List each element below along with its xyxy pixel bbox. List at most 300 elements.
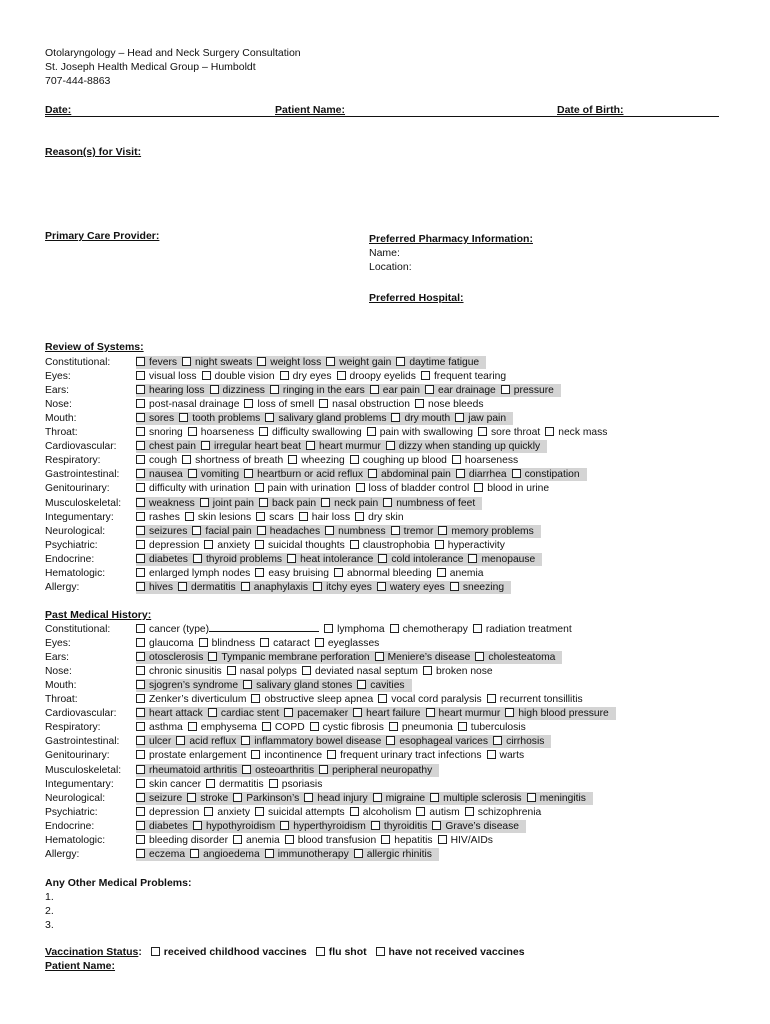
checkbox[interactable] <box>136 694 145 703</box>
checkbox-option[interactable] <box>280 370 332 383</box>
checkbox[interactable] <box>136 498 145 507</box>
checkbox-option[interactable] <box>334 567 432 580</box>
checkbox-option[interactable] <box>265 412 386 425</box>
checkbox[interactable] <box>190 849 199 858</box>
checkbox[interactable] <box>193 554 202 563</box>
checkbox[interactable] <box>227 666 236 675</box>
checkbox-option[interactable] <box>493 735 544 748</box>
checkbox-option[interactable] <box>136 749 246 762</box>
checkbox-option[interactable] <box>350 539 430 552</box>
checkbox-option[interactable] <box>389 721 453 734</box>
checkbox[interactable] <box>201 441 210 450</box>
checkbox[interactable] <box>255 807 264 816</box>
checkbox[interactable] <box>136 652 145 661</box>
checkbox-option[interactable] <box>319 764 432 777</box>
checkbox-option[interactable] <box>377 581 445 594</box>
checkbox-option[interactable] <box>233 792 299 805</box>
checkbox-option[interactable] <box>136 764 237 777</box>
checkbox[interactable] <box>415 399 424 408</box>
checkbox-option[interactable] <box>260 637 310 650</box>
checkbox-option[interactable] <box>430 792 521 805</box>
checkbox-option[interactable] <box>396 356 479 369</box>
checkbox[interactable] <box>501 385 510 394</box>
checkbox-option[interactable] <box>204 806 250 819</box>
checkbox-option[interactable] <box>185 511 251 524</box>
checkbox-option[interactable] <box>378 693 481 706</box>
checkbox-option[interactable] <box>136 637 194 650</box>
checkbox[interactable] <box>319 399 328 408</box>
checkbox[interactable] <box>136 708 145 717</box>
checkbox[interactable] <box>381 835 390 844</box>
checkbox[interactable] <box>371 821 380 830</box>
checkbox-option[interactable] <box>136 623 319 636</box>
checkbox-option[interactable] <box>259 497 316 510</box>
checkbox-option[interactable] <box>241 735 381 748</box>
checkbox[interactable] <box>373 793 382 802</box>
checkbox[interactable] <box>304 793 313 802</box>
checkbox[interactable] <box>423 666 432 675</box>
checkbox[interactable] <box>285 835 294 844</box>
checkbox[interactable] <box>136 680 145 689</box>
checkbox-option[interactable] <box>478 426 540 439</box>
checkbox-option[interactable] <box>327 749 481 762</box>
checkbox-option[interactable] <box>465 806 542 819</box>
checkbox[interactable] <box>390 624 399 633</box>
checkbox[interactable] <box>179 413 188 422</box>
checkbox-option[interactable] <box>193 820 275 833</box>
checkbox[interactable] <box>136 582 145 591</box>
checkbox[interactable] <box>310 722 319 731</box>
checkbox[interactable] <box>377 582 386 591</box>
checkbox[interactable] <box>136 483 145 492</box>
checkbox[interactable] <box>259 498 268 507</box>
checkbox-option[interactable] <box>458 721 526 734</box>
checkbox[interactable] <box>136 736 145 745</box>
checkbox-option[interactable] <box>190 848 260 861</box>
checkbox[interactable] <box>425 385 434 394</box>
checkbox-option[interactable] <box>355 511 403 524</box>
checkbox[interactable] <box>256 512 265 521</box>
checkbox[interactable] <box>136 666 145 675</box>
checkbox-option[interactable] <box>368 468 451 481</box>
checkbox-option[interactable] <box>319 398 410 411</box>
checkbox[interactable] <box>430 793 439 802</box>
checkbox-option[interactable] <box>257 525 320 538</box>
checkbox-option[interactable] <box>313 581 372 594</box>
checkbox-option[interactable] <box>136 525 187 538</box>
checkbox[interactable] <box>355 512 364 521</box>
checkbox[interactable] <box>473 624 482 633</box>
checkbox[interactable] <box>512 469 521 478</box>
checkbox[interactable] <box>204 540 213 549</box>
checkbox[interactable] <box>313 582 322 591</box>
checkbox-option[interactable] <box>243 679 352 692</box>
checkbox-option[interactable] <box>416 806 459 819</box>
checkbox-option[interactable] <box>136 398 239 411</box>
checkbox-option[interactable] <box>262 721 305 734</box>
checkbox[interactable] <box>324 624 333 633</box>
checkbox-option[interactable] <box>287 553 373 566</box>
checkbox-option[interactable] <box>255 482 351 495</box>
checkbox[interactable] <box>136 849 145 858</box>
checkbox[interactable] <box>527 793 536 802</box>
checkbox[interactable] <box>255 540 264 549</box>
checkbox-option[interactable] <box>383 497 475 510</box>
checkbox-option[interactable] <box>176 735 236 748</box>
checkbox-option[interactable] <box>474 482 549 495</box>
checkbox[interactable] <box>136 765 145 774</box>
checkbox-option[interactable] <box>304 792 367 805</box>
checkbox[interactable] <box>136 441 145 450</box>
checkbox-option[interactable] <box>265 848 349 861</box>
checkbox[interactable] <box>367 427 376 436</box>
checkbox-option[interactable] <box>288 454 345 467</box>
checkbox-option[interactable] <box>201 440 301 453</box>
checkbox-option[interactable] <box>452 454 518 467</box>
checkbox-option[interactable] <box>390 623 468 636</box>
checkbox[interactable] <box>284 708 293 717</box>
checkbox[interactable] <box>270 385 279 394</box>
checkbox[interactable] <box>136 722 145 731</box>
checkbox-option[interactable] <box>423 665 493 678</box>
checkbox[interactable] <box>255 568 264 577</box>
checkbox-option[interactable] <box>179 412 260 425</box>
checkbox[interactable] <box>255 483 264 492</box>
checkbox-option[interactable] <box>375 651 471 664</box>
checkbox-option[interactable] <box>136 792 182 805</box>
checkbox-option[interactable] <box>386 440 540 453</box>
checkbox[interactable] <box>182 357 191 366</box>
checkbox[interactable] <box>265 849 274 858</box>
checkbox-option[interactable] <box>242 764 314 777</box>
checkbox[interactable] <box>241 582 250 591</box>
checkbox[interactable] <box>136 821 145 830</box>
checkbox[interactable] <box>136 399 145 408</box>
checkbox[interactable] <box>136 638 145 647</box>
checkbox[interactable] <box>475 652 484 661</box>
checkbox-option[interactable] <box>136 553 188 566</box>
checkbox-option[interactable] <box>244 468 363 481</box>
checkbox-option[interactable] <box>192 525 251 538</box>
checkbox-option[interactable] <box>136 834 228 847</box>
checkbox-option[interactable] <box>426 707 501 720</box>
checkbox[interactable] <box>265 413 274 422</box>
checkbox[interactable] <box>178 582 187 591</box>
checkbox-option[interactable] <box>255 567 329 580</box>
checkbox-option[interactable] <box>136 356 177 369</box>
checkbox[interactable] <box>302 666 311 675</box>
cancer-type-blank[interactable] <box>209 631 319 632</box>
checkbox-option[interactable] <box>370 384 420 397</box>
checkbox[interactable] <box>176 736 185 745</box>
checkbox-option[interactable] <box>280 820 366 833</box>
checkbox-option[interactable] <box>432 820 519 833</box>
checkbox[interactable] <box>199 638 208 647</box>
checkbox-option[interactable] <box>501 384 554 397</box>
checkbox[interactable] <box>192 526 201 535</box>
checkbox-option[interactable] <box>321 497 378 510</box>
checkbox-option[interactable] <box>136 679 238 692</box>
checkbox-option[interactable] <box>227 665 297 678</box>
checkbox[interactable] <box>287 554 296 563</box>
checkbox[interactable] <box>450 582 459 591</box>
checkbox[interactable] <box>396 357 405 366</box>
checkbox-option[interactable] <box>136 651 203 664</box>
checkbox-option[interactable] <box>251 693 373 706</box>
checkbox-option[interactable] <box>178 581 236 594</box>
checkbox-option[interactable] <box>356 482 470 495</box>
checkbox[interactable] <box>378 554 387 563</box>
checkbox[interactable] <box>136 540 145 549</box>
checkbox-option[interactable] <box>244 398 314 411</box>
checkbox-option[interactable] <box>456 468 507 481</box>
checkbox[interactable] <box>241 736 250 745</box>
checkbox-option[interactable] <box>208 707 279 720</box>
checkbox[interactable] <box>202 371 211 380</box>
checkbox[interactable] <box>306 441 315 450</box>
checkbox-option[interactable] <box>438 834 493 847</box>
checkbox-option[interactable] <box>487 749 525 762</box>
checkbox[interactable] <box>299 512 308 521</box>
checkbox[interactable] <box>242 765 251 774</box>
checkbox-option[interactable] <box>350 806 412 819</box>
checkbox[interactable] <box>136 455 145 464</box>
checkbox-option[interactable] <box>391 412 450 425</box>
checkbox-option[interactable] <box>527 792 586 805</box>
checkbox-option[interactable] <box>437 567 484 580</box>
checkbox[interactable] <box>478 427 487 436</box>
checkbox[interactable] <box>208 708 217 717</box>
checkbox-option[interactable] <box>136 384 205 397</box>
checkbox[interactable] <box>251 750 260 759</box>
checkbox-option[interactable] <box>421 370 506 383</box>
checkbox-option[interactable] <box>136 820 188 833</box>
checkbox[interactable] <box>421 371 430 380</box>
checkbox[interactable] <box>337 371 346 380</box>
checkbox-option[interactable] <box>468 553 535 566</box>
checkbox[interactable] <box>188 427 197 436</box>
checkbox-option[interactable] <box>487 693 583 706</box>
checkbox[interactable] <box>391 413 400 422</box>
checkbox[interactable] <box>353 708 362 717</box>
checkbox[interactable] <box>321 498 330 507</box>
checkbox-option[interactable] <box>199 637 256 650</box>
checkbox-option[interactable] <box>381 834 432 847</box>
checkbox[interactable] <box>136 835 145 844</box>
checkbox-option[interactable] <box>473 623 572 636</box>
checkbox-option[interactable] <box>136 426 183 439</box>
checkbox-option[interactable] <box>136 735 171 748</box>
checkbox-option[interactable] <box>391 525 434 538</box>
checkbox-option[interactable] <box>182 356 252 369</box>
checkbox[interactable] <box>136 793 145 802</box>
checkbox[interactable] <box>465 807 474 816</box>
other-problem-1[interactable]: 1. <box>45 891 54 903</box>
checkbox-option[interactable] <box>136 482 250 495</box>
checkbox-option[interactable] <box>136 693 246 706</box>
checkbox[interactable] <box>136 512 145 521</box>
checkbox[interactable] <box>438 526 447 535</box>
checkbox[interactable] <box>262 722 271 731</box>
checkbox[interactable] <box>136 624 145 633</box>
checkbox-option[interactable] <box>350 454 447 467</box>
checkbox-option[interactable] <box>188 721 257 734</box>
checkbox-option[interactable] <box>324 623 385 636</box>
checkbox-option[interactable] <box>208 651 369 664</box>
checkbox-option[interactable] <box>545 426 607 439</box>
checkbox[interactable] <box>251 694 260 703</box>
checkbox[interactable] <box>386 736 395 745</box>
checkbox-option[interactable] <box>302 665 418 678</box>
checkbox-option[interactable] <box>136 581 173 594</box>
checkbox[interactable] <box>244 469 253 478</box>
checkbox[interactable] <box>370 385 379 394</box>
checkbox-option[interactable] <box>206 778 264 791</box>
checkbox-option[interactable] <box>204 539 250 552</box>
checkbox[interactable] <box>487 750 496 759</box>
checkbox[interactable] <box>187 793 196 802</box>
checkbox-option[interactable] <box>136 665 222 678</box>
checkbox[interactable] <box>136 427 145 436</box>
checkbox-option[interactable] <box>325 525 386 538</box>
checkbox[interactable] <box>474 483 483 492</box>
checkbox-option[interactable] <box>285 834 376 847</box>
checkbox-option[interactable] <box>455 412 506 425</box>
checkbox-option[interactable] <box>299 511 350 524</box>
checkbox-option[interactable] <box>257 356 321 369</box>
checkbox[interactable] <box>326 357 335 366</box>
checkbox[interactable] <box>280 371 289 380</box>
checkbox-option[interactable] <box>284 707 348 720</box>
checkbox-option[interactable] <box>259 426 362 439</box>
checkbox-option[interactable] <box>310 721 384 734</box>
checkbox[interactable] <box>182 455 191 464</box>
checkbox[interactable] <box>280 821 289 830</box>
checkbox[interactable] <box>376 947 385 956</box>
checkbox-option[interactable] <box>270 384 365 397</box>
checkbox[interactable] <box>185 512 194 521</box>
checkbox-option[interactable] <box>255 539 345 552</box>
checkbox-option[interactable] <box>306 440 381 453</box>
checkbox[interactable] <box>193 821 202 830</box>
checkbox-option[interactable] <box>136 567 250 580</box>
checkbox[interactable] <box>505 708 514 717</box>
checkbox[interactable] <box>383 498 392 507</box>
checkbox-option[interactable] <box>354 848 432 861</box>
checkbox[interactable] <box>356 483 365 492</box>
other-problem-2[interactable]: 2. <box>45 905 54 917</box>
checkbox-option[interactable] <box>187 792 228 805</box>
checkbox-option[interactable] <box>415 398 484 411</box>
checkbox-option[interactable] <box>233 834 280 847</box>
checkbox-option[interactable] <box>136 707 203 720</box>
checkbox[interactable] <box>468 554 477 563</box>
checkbox-option[interactable] <box>210 384 265 397</box>
checkbox[interactable] <box>455 413 464 422</box>
checkbox-option[interactable] <box>386 735 488 748</box>
checkbox[interactable] <box>257 526 266 535</box>
checkbox[interactable] <box>136 779 145 788</box>
checkbox[interactable] <box>151 947 160 956</box>
checkbox[interactable] <box>350 807 359 816</box>
checkbox-option[interactable] <box>357 679 404 692</box>
checkbox[interactable] <box>315 638 324 647</box>
checkbox-option[interactable] <box>188 426 254 439</box>
checkbox[interactable] <box>435 540 444 549</box>
checkbox-option[interactable] <box>136 440 196 453</box>
checkbox[interactable] <box>378 694 387 703</box>
checkbox-option[interactable] <box>136 721 183 734</box>
checkbox[interactable] <box>389 722 398 731</box>
checkbox[interactable] <box>391 526 400 535</box>
checkbox-option[interactable] <box>136 539 199 552</box>
checkbox[interactable] <box>368 469 377 478</box>
checkbox[interactable] <box>188 469 197 478</box>
checkbox-option[interactable] <box>315 637 380 650</box>
checkbox[interactable] <box>259 427 268 436</box>
checkbox[interactable] <box>269 779 278 788</box>
checkbox[interactable] <box>136 385 145 394</box>
checkbox[interactable] <box>136 413 145 422</box>
checkbox[interactable] <box>188 722 197 731</box>
checkbox-option[interactable] <box>251 749 322 762</box>
checkbox-option[interactable] <box>373 792 426 805</box>
checkbox-option[interactable] <box>353 707 420 720</box>
checkbox-option[interactable] <box>378 553 463 566</box>
checkbox-option[interactable] <box>136 370 197 383</box>
checkbox[interactable] <box>233 793 242 802</box>
checkbox[interactable] <box>206 779 215 788</box>
checkbox[interactable] <box>354 849 363 858</box>
checkbox-option[interactable] <box>193 553 282 566</box>
checkbox[interactable] <box>136 554 145 563</box>
checkbox[interactable] <box>452 455 461 464</box>
checkbox-option[interactable] <box>435 539 505 552</box>
checkbox-option[interactable] <box>136 806 199 819</box>
checkbox-option[interactable] <box>136 412 174 425</box>
checkbox[interactable] <box>260 638 269 647</box>
checkbox-option[interactable] <box>136 468 183 481</box>
checkbox-option[interactable] <box>136 497 195 510</box>
checkbox-option[interactable] <box>438 525 533 538</box>
checkbox-option[interactable] <box>255 806 345 819</box>
checkbox[interactable] <box>325 526 334 535</box>
checkbox[interactable] <box>136 357 145 366</box>
checkbox[interactable] <box>426 708 435 717</box>
checkbox[interactable] <box>350 455 359 464</box>
checkbox-option[interactable] <box>200 497 254 510</box>
checkbox[interactable] <box>432 821 441 830</box>
checkbox[interactable] <box>386 441 395 450</box>
checkbox[interactable] <box>487 694 496 703</box>
checkbox[interactable] <box>208 652 217 661</box>
checkbox[interactable] <box>438 835 447 844</box>
checkbox[interactable] <box>456 469 465 478</box>
checkbox[interactable] <box>288 455 297 464</box>
checkbox-option[interactable] <box>256 511 294 524</box>
checkbox[interactable] <box>545 427 554 436</box>
checkbox-option[interactable] <box>337 370 416 383</box>
checkbox[interactable] <box>136 371 145 380</box>
checkbox[interactable] <box>350 540 359 549</box>
checkbox[interactable] <box>316 947 325 956</box>
checkbox-option[interactable] <box>202 370 275 383</box>
checkbox-option[interactable] <box>136 848 185 861</box>
checkbox[interactable] <box>493 736 502 745</box>
checkbox-option[interactable] <box>136 511 180 524</box>
checkbox[interactable] <box>244 399 253 408</box>
checkbox-option[interactable] <box>367 426 473 439</box>
